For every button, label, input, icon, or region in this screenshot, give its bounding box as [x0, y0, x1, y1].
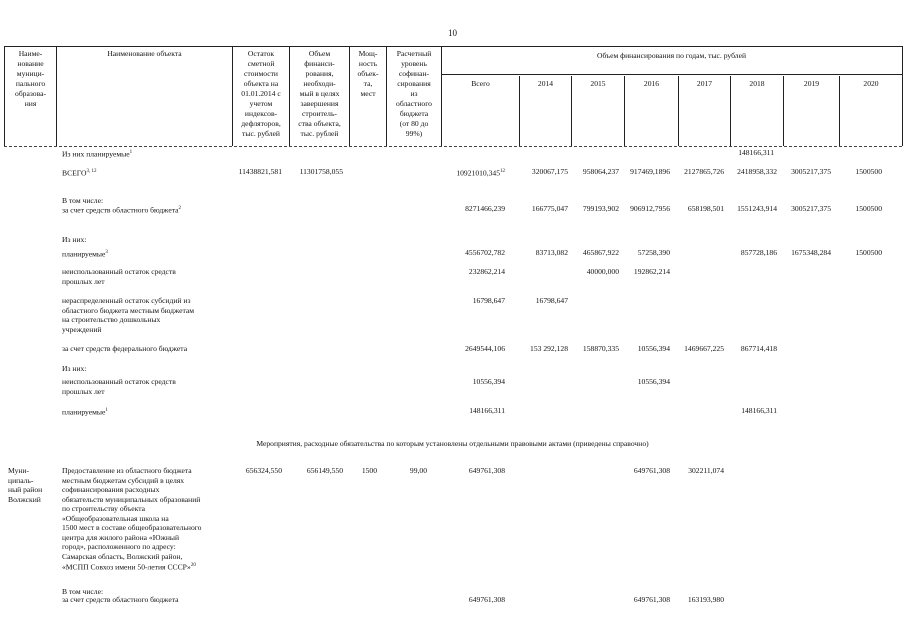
cell-2019: 1675348,284 [791, 248, 831, 257]
row-label: нераспределенный остаток субсидий из областного бюджета местным бюджетам на строительство дошкольных учреждений [62, 296, 195, 334]
col-volume: Объем финанси- рования, необходи- мый в целях завершения строитель- ства объекта, тыс. рублей [289, 46, 349, 146]
cell-total: 2649544,106 [465, 344, 505, 353]
row-label: В том числе: [62, 196, 104, 205]
cell-total: 148166,311 [469, 406, 505, 415]
cell-2018: 148166,311 [738, 148, 774, 157]
cell-2014: 153 292,128 [530, 344, 568, 353]
cell-2020: 1500500 [855, 167, 882, 176]
row-label: планируемые$^1$ [62, 407, 108, 417]
municipality-name: Муни- ципаль- ный район Волжский [8, 466, 43, 504]
year-2019: 2019 [783, 76, 839, 146]
cell-2014: 320067,175 [531, 167, 568, 176]
cell-2017: 658198,501 [687, 204, 724, 213]
cell-2016: 10556,394 [637, 377, 670, 386]
col-municipality: Наиме- нование муници- пального образова- ния [4, 46, 56, 146]
cell-2016: 192862,214 [633, 267, 670, 276]
year-2015: 2015 [571, 76, 624, 146]
year-2018: 2018 [730, 76, 783, 146]
cell-2014: 166775,047 [531, 204, 568, 213]
year-2017: 2017 [678, 76, 730, 146]
cell-level: 99,00 [409, 466, 427, 475]
cell-total: 4556702,782 [465, 248, 505, 257]
cell-2016: 57258,390 [637, 248, 670, 257]
section-note: Мероприятия, расходные обязательства по которым установлены отдельными правовыми актами (приведены справочно) [256, 439, 649, 448]
cell-2015: 465867,922 [582, 248, 619, 257]
cell-2016: 917469,1896 [630, 167, 670, 176]
cell-volume: 11301758,055 [299, 167, 343, 176]
cell-2015: 799193,902 [582, 204, 619, 213]
year-2020: 2020 [839, 76, 902, 146]
year-2016: 2016 [624, 76, 678, 146]
cell-2015: 158870,335 [582, 344, 619, 353]
row-label: за счет средств областного бюджета [62, 595, 179, 604]
cell-2014: 16798,647 [535, 296, 568, 305]
cell-2018: 1551243,914 [737, 204, 777, 213]
year-total: Всего [441, 76, 519, 146]
cell-2018: 148166,311 [741, 406, 777, 415]
cell-2020: 1500500 [855, 248, 882, 257]
row-label: за счет средств федерального бюджета [62, 344, 188, 353]
table-header [4, 46, 902, 146]
cell-2017: 1469667,225 [684, 344, 724, 353]
cell-remaining: 656324,550 [245, 466, 282, 475]
cell-2018: 2418958,332 [737, 167, 777, 176]
cell-2020: 1500500 [855, 204, 882, 213]
cell-2017: 302211,074 [688, 466, 724, 475]
cell-2016: 649761,308 [633, 466, 670, 475]
col-object: Наименование объекта [56, 46, 232, 146]
cell-total: 649761,308 [468, 595, 505, 604]
cell-2017: 2127865,726 [684, 167, 724, 176]
cell-total: 649761,308 [468, 466, 505, 475]
page-number: 10 [448, 28, 457, 38]
col-remaining: Остаток сметной стоимости объекта на 01.01.2014 с учетом индексов- дефляторов, тыс. рублей [232, 46, 289, 146]
cell-2019: 3005217,375 [791, 167, 831, 176]
cell-2019: 3005217,375 [791, 204, 831, 213]
row-label: Из них планируемые$^1$ [62, 149, 133, 159]
col-level: Расчетный уровень софинан- сирования из областного бюджета (от 80 до 99%) [386, 46, 441, 146]
cell-total: 10556,394 [472, 377, 505, 386]
cell-2015: 40000,000 [586, 267, 619, 276]
cell-2014: 83713,082 [535, 248, 568, 257]
financing-title: Объем финансирования по годам, тыс. рублей [596, 51, 747, 60]
year-2014: 2014 [519, 76, 571, 146]
cell-total: 10921010,345$^{12}$ [456, 168, 505, 178]
cell-2016: 906912,7956 [630, 204, 670, 213]
cell-2018: 867714,418 [740, 344, 777, 353]
cell-2018: 857728,186 [740, 248, 777, 257]
cell-2015: 958064,237 [582, 167, 619, 176]
row-label: неиспользованный остаток средств прошлых лет [62, 377, 176, 396]
cell-remaining: 11438821,581 [238, 167, 282, 176]
cell-capacity: 1500 [361, 466, 377, 475]
object-name: Предоставление из областного бюджета местным бюджетам субсидий в целях софинансирования расходных обязательств муниципальных образований по строительству объекта «Общеобразовательная школа на 1500 мест в составе общеобразовательного центра для жилого района «Южный город», расположенного по адресу: Самарская область, Волжский район, «МСПП Совхоз имени 50-летия СССР»$^{20}$ [62, 466, 202, 572]
col-capacity: Мощ- ность объек- та, мест [349, 46, 386, 146]
row-label: ВСЕГО$^{3, 12}$ [62, 168, 97, 178]
row-label: за счет средств областного бюджета$^2$ [62, 205, 181, 215]
cell-volume: 656149,550 [306, 466, 343, 475]
row-label: Из них: [62, 364, 87, 373]
row-label: неиспользованный остаток средств прошлых лет [62, 267, 176, 286]
cell-total: 16798,647 [472, 296, 505, 305]
cell-2016: 10556,394 [637, 344, 670, 353]
cell-2016: 649761,308 [633, 595, 670, 604]
row-label: планируемые$^3$ [62, 249, 108, 259]
row-label: В том числе: [62, 587, 104, 596]
cell-2017: 163193,980 [687, 595, 724, 604]
cell-total: 8271466,239 [465, 204, 505, 213]
row-label: Из них: [62, 235, 87, 244]
cell-total: 232862,214 [468, 267, 505, 276]
